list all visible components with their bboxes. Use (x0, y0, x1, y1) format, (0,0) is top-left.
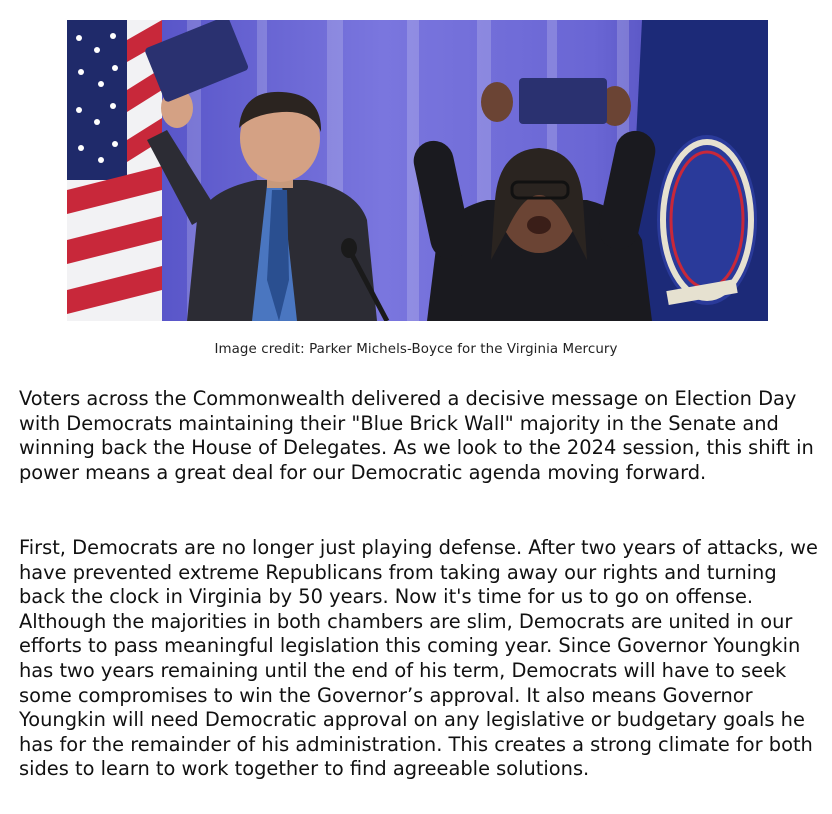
paragraph-election-summary: Voters across the Commonwealth delivered a decisive message on Election Day with Democrats maintaining their "Blue Brick Wall" majority in the Senate and winning back the House of Delegates. As we look to the 2024 session, this shift in power means a great deal for our Democratic agenda moving forward. (19, 387, 814, 484)
article-photo (67, 20, 768, 321)
paragraph-democrats-offense: First, Democrats are no longer just playing defense. After two years of attacks, we have prevented extreme Republicans from taking away our rights and turning back the clock in Virginia by 50 years. Now it's time for us to go on offense. Although the majorities in both chambers are slim, Democrats are united in our efforts to pass meaningful legislation this coming year. Since Governor Youngkin has two years remaining until the end of his term, Democrats will have to seek some compromises to win the Governor’s approval. It also means Governor Youngkin will need Democratic approval on any legislative or budgetary goals he has for the remainder of his administration. This creates a strong climate for both sides to learn to work together to find agreeable solutions. (19, 536, 818, 781)
image-credit-caption: Image credit: Parker Michels-Boyce for the Virginia Mercury (214, 342, 618, 357)
us-flag-icon (67, 20, 162, 321)
photo-illustration (67, 20, 768, 321)
